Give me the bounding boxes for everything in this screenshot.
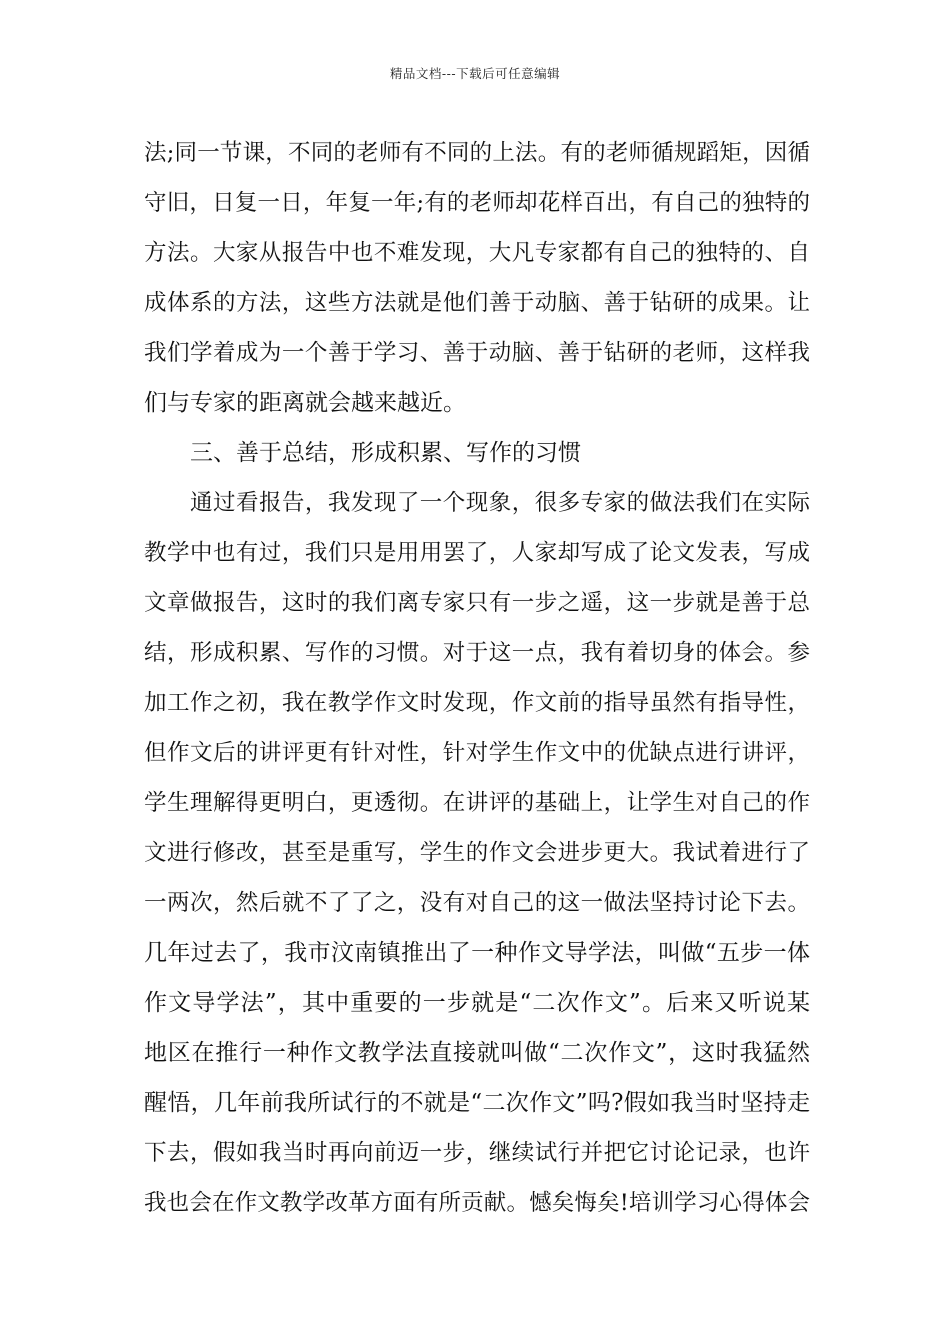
text-line: 方法。大家从报告中也不难发现，大凡专家都有自己的独特的、自: [144, 240, 810, 266]
text-line: 醒悟，几年前我所试行的不就是“二次作文”吗?假如我当时坚持走: [144, 1090, 810, 1116]
text-line: 教学中也有过，我们只是用用罢了，人家却写成了论文发表，写成: [144, 540, 810, 566]
text-line: 我也会在作文教学改革方面有所贡献。憾矣悔矣!培训学习心得体会: [144, 1190, 810, 1216]
text-line: 文章做报告，这时的我们离专家只有一步之遥，这一步就是善于总: [144, 590, 810, 616]
text-line: 几年过去了，我市汶南镇推出了一种作文导学法，叫做“五步一体: [144, 940, 810, 966]
body-text: [144, 128, 810, 1228]
text-line: 文进行修改，甚至是重写，学生的作文会进步更大。我试着进行了: [144, 840, 810, 866]
text-line: 下去，假如我当时再向前迈一步，继续试行并把它讨论记录，也许: [144, 1140, 810, 1166]
text-line: 一两次，然后就不了了之，没有对自己的这一做法坚持讨论下去。: [144, 890, 810, 916]
section-heading: 三、善于总结，形成积累、写作的习惯: [190, 440, 581, 466]
text-line: 法;同一节课，不同的老师有不同的上法。有的老师循规蹈矩，因循: [144, 140, 810, 166]
text-line: 但作文后的讲评更有针对性，针对学生作文中的优缺点进行讲评，: [144, 740, 810, 766]
text-line: 作文导学法”，其中重要的一步就是“二次作文”。后来又听说某: [144, 990, 810, 1016]
text-line: 学生理解得更明白，更透彻。在讲评的基础上，让学生对自己的作: [144, 790, 810, 816]
text-line: 成体系的方法，这些方法就是他们善于动脑、善于钻研的成果。让: [144, 290, 810, 316]
text-line: 们与专家的距离就会越来越近。: [144, 390, 466, 416]
page-header: 精品文档---下载后可任意编辑: [389, 66, 561, 81]
text-line: 通过看报告，我发现了一个现象，很多专家的做法我们在实际: [190, 490, 810, 516]
text-line: 守旧，日复一日，年复一年;有的老师却花样百出，有自己的独特的: [144, 190, 810, 216]
text-line: 地区在推行一种作文教学法直接就叫做“二次作文”，这时我猛然: [144, 1040, 810, 1066]
text-line: 加工作之初，我在教学作文时发现，作文前的指导虽然有指导性，: [144, 690, 810, 716]
text-line: 结，形成积累、写作的习惯。对于这一点，我有着切身的体会。参: [144, 640, 810, 666]
text-line: 我们学着成为一个善于学习、善于动脑、善于钻研的老师，这样我: [144, 340, 810, 366]
